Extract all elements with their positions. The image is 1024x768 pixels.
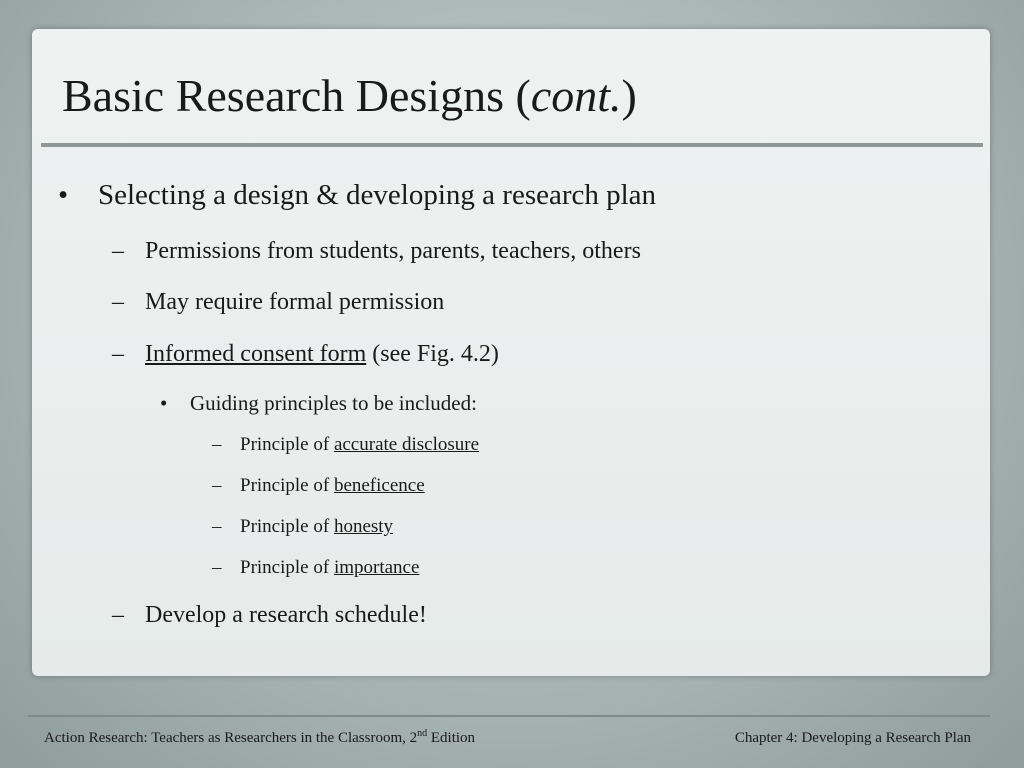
bullet-text: Develop a research schedule! — [145, 602, 427, 628]
principle-accurate-disclosure — [212, 434, 479, 456]
principle-beneficence — [212, 475, 425, 497]
principle-prefix: Principle of — [240, 475, 334, 496]
slide-title — [62, 69, 637, 122]
dash-marker: – — [112, 341, 124, 367]
principle-term[interactable]: importance — [333, 557, 420, 578]
bullet-formal-permission — [112, 289, 444, 316]
footer-book-text: Action Research: Teachers as Researchers in the Classroom, 2 — [44, 730, 418, 746]
bullet-text: Selecting a design & developing a research plan — [98, 179, 657, 211]
title-close: ) — [621, 70, 637, 121]
bullet-permissions — [112, 238, 641, 265]
principle-prefix: Principle of — [240, 557, 334, 578]
principle-term[interactable]: beneficence — [333, 475, 425, 496]
dash-marker: – — [212, 557, 222, 578]
title-text: Basic Research Designs ( — [62, 70, 531, 121]
dash-marker: – — [212, 475, 222, 496]
footer-edition-sup: nd — [417, 728, 428, 739]
principle-honesty — [212, 516, 393, 538]
principle-importance — [212, 557, 419, 579]
bullet-selecting-design — [58, 179, 656, 212]
principle-prefix: Principle of — [240, 434, 334, 455]
dash-marker: – — [112, 238, 124, 264]
principle-term[interactable]: accurate disclosure — [333, 434, 479, 455]
footer-edition-word: Edition — [427, 730, 476, 746]
bullet-text: May require formal permission — [145, 289, 445, 315]
bullet-research-schedule — [112, 602, 427, 629]
informed-consent-link[interactable]: Informed consent form — [145, 341, 367, 367]
footer-divider — [28, 715, 990, 717]
slide-panel — [32, 29, 990, 676]
bullet-marker: • — [160, 391, 168, 415]
dash-marker: – — [212, 516, 222, 537]
footer-book-title — [44, 728, 475, 747]
principle-prefix: Principle of — [240, 516, 334, 537]
bullet-consent-form — [112, 341, 499, 368]
bullet-text: Guiding principles to be included: — [190, 391, 477, 415]
title-divider — [41, 143, 983, 147]
dash-marker: – — [112, 289, 124, 315]
bullet-text: (see Fig. 4.2) — [366, 341, 499, 367]
principle-term[interactable]: honesty — [333, 516, 394, 537]
dash-marker: – — [212, 434, 222, 455]
bullet-guiding-principles — [160, 391, 477, 416]
footer-chapter: Chapter 4: Developing a Research Plan — [734, 730, 971, 746]
bullet-marker: • — [58, 179, 69, 211]
title-italic: cont. — [530, 70, 622, 121]
bullet-text: Permissions from students, parents, teachers, others — [145, 238, 641, 264]
dash-marker: – — [112, 602, 124, 628]
